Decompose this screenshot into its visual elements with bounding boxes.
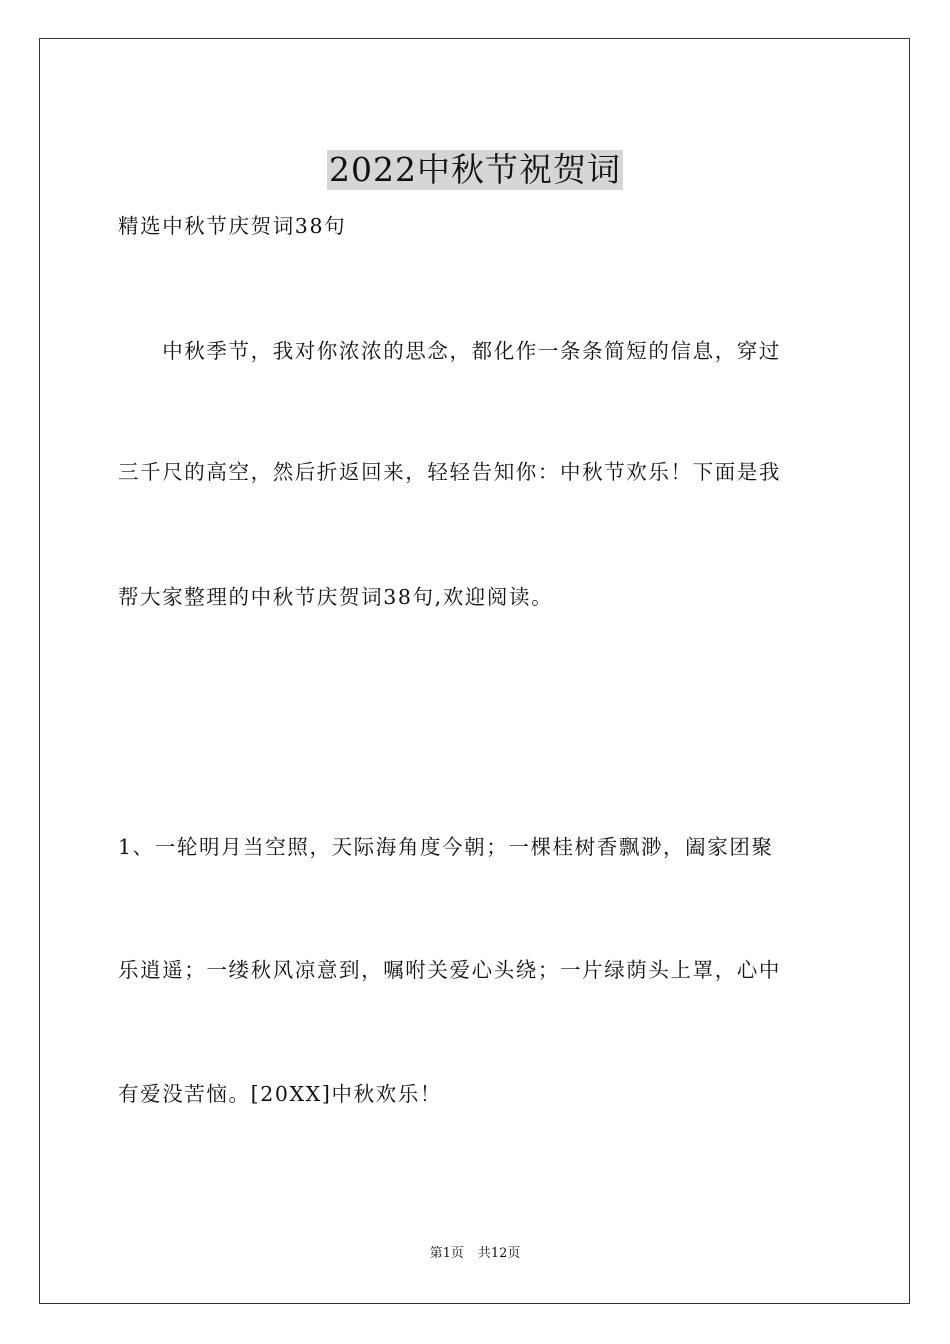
- page-number: 第1页: [429, 1246, 464, 1261]
- greeting-item-1-line-1: 1、一轮明月当空照，天际海角度今朝；一棵桂树香飘渺，阖家团聚: [118, 835, 774, 859]
- intro-line-2: 三千尺的高空，然后折返回来，轻轻告知你：中秋节欢乐！下面是我: [118, 460, 781, 484]
- greeting-item-1-line-2: 乐逍遥；一缕秋风凉意到，嘱咐关爱心头绕；一片绿荫头上罩，心中: [118, 958, 781, 982]
- title-container: [0, 128, 950, 212]
- greeting-item-1-line-3: 有爱没苦恼。[20XX]中秋欢乐！: [118, 1082, 442, 1106]
- document-title: 2022中秋节祝贺词: [329, 150, 621, 190]
- intro-line-1: 中秋季节，我对你浓浓的思念，都化作一条条简短的信息，穿过: [118, 339, 781, 363]
- intro-line-3: 帮大家整理的中秋节庆贺词38句,欢迎阅读。: [118, 585, 554, 609]
- page-footer: [0, 1245, 950, 1263]
- page-total: 共12页: [477, 1246, 521, 1261]
- document-subtitle: 精选中秋节庆贺词38句: [118, 214, 347, 238]
